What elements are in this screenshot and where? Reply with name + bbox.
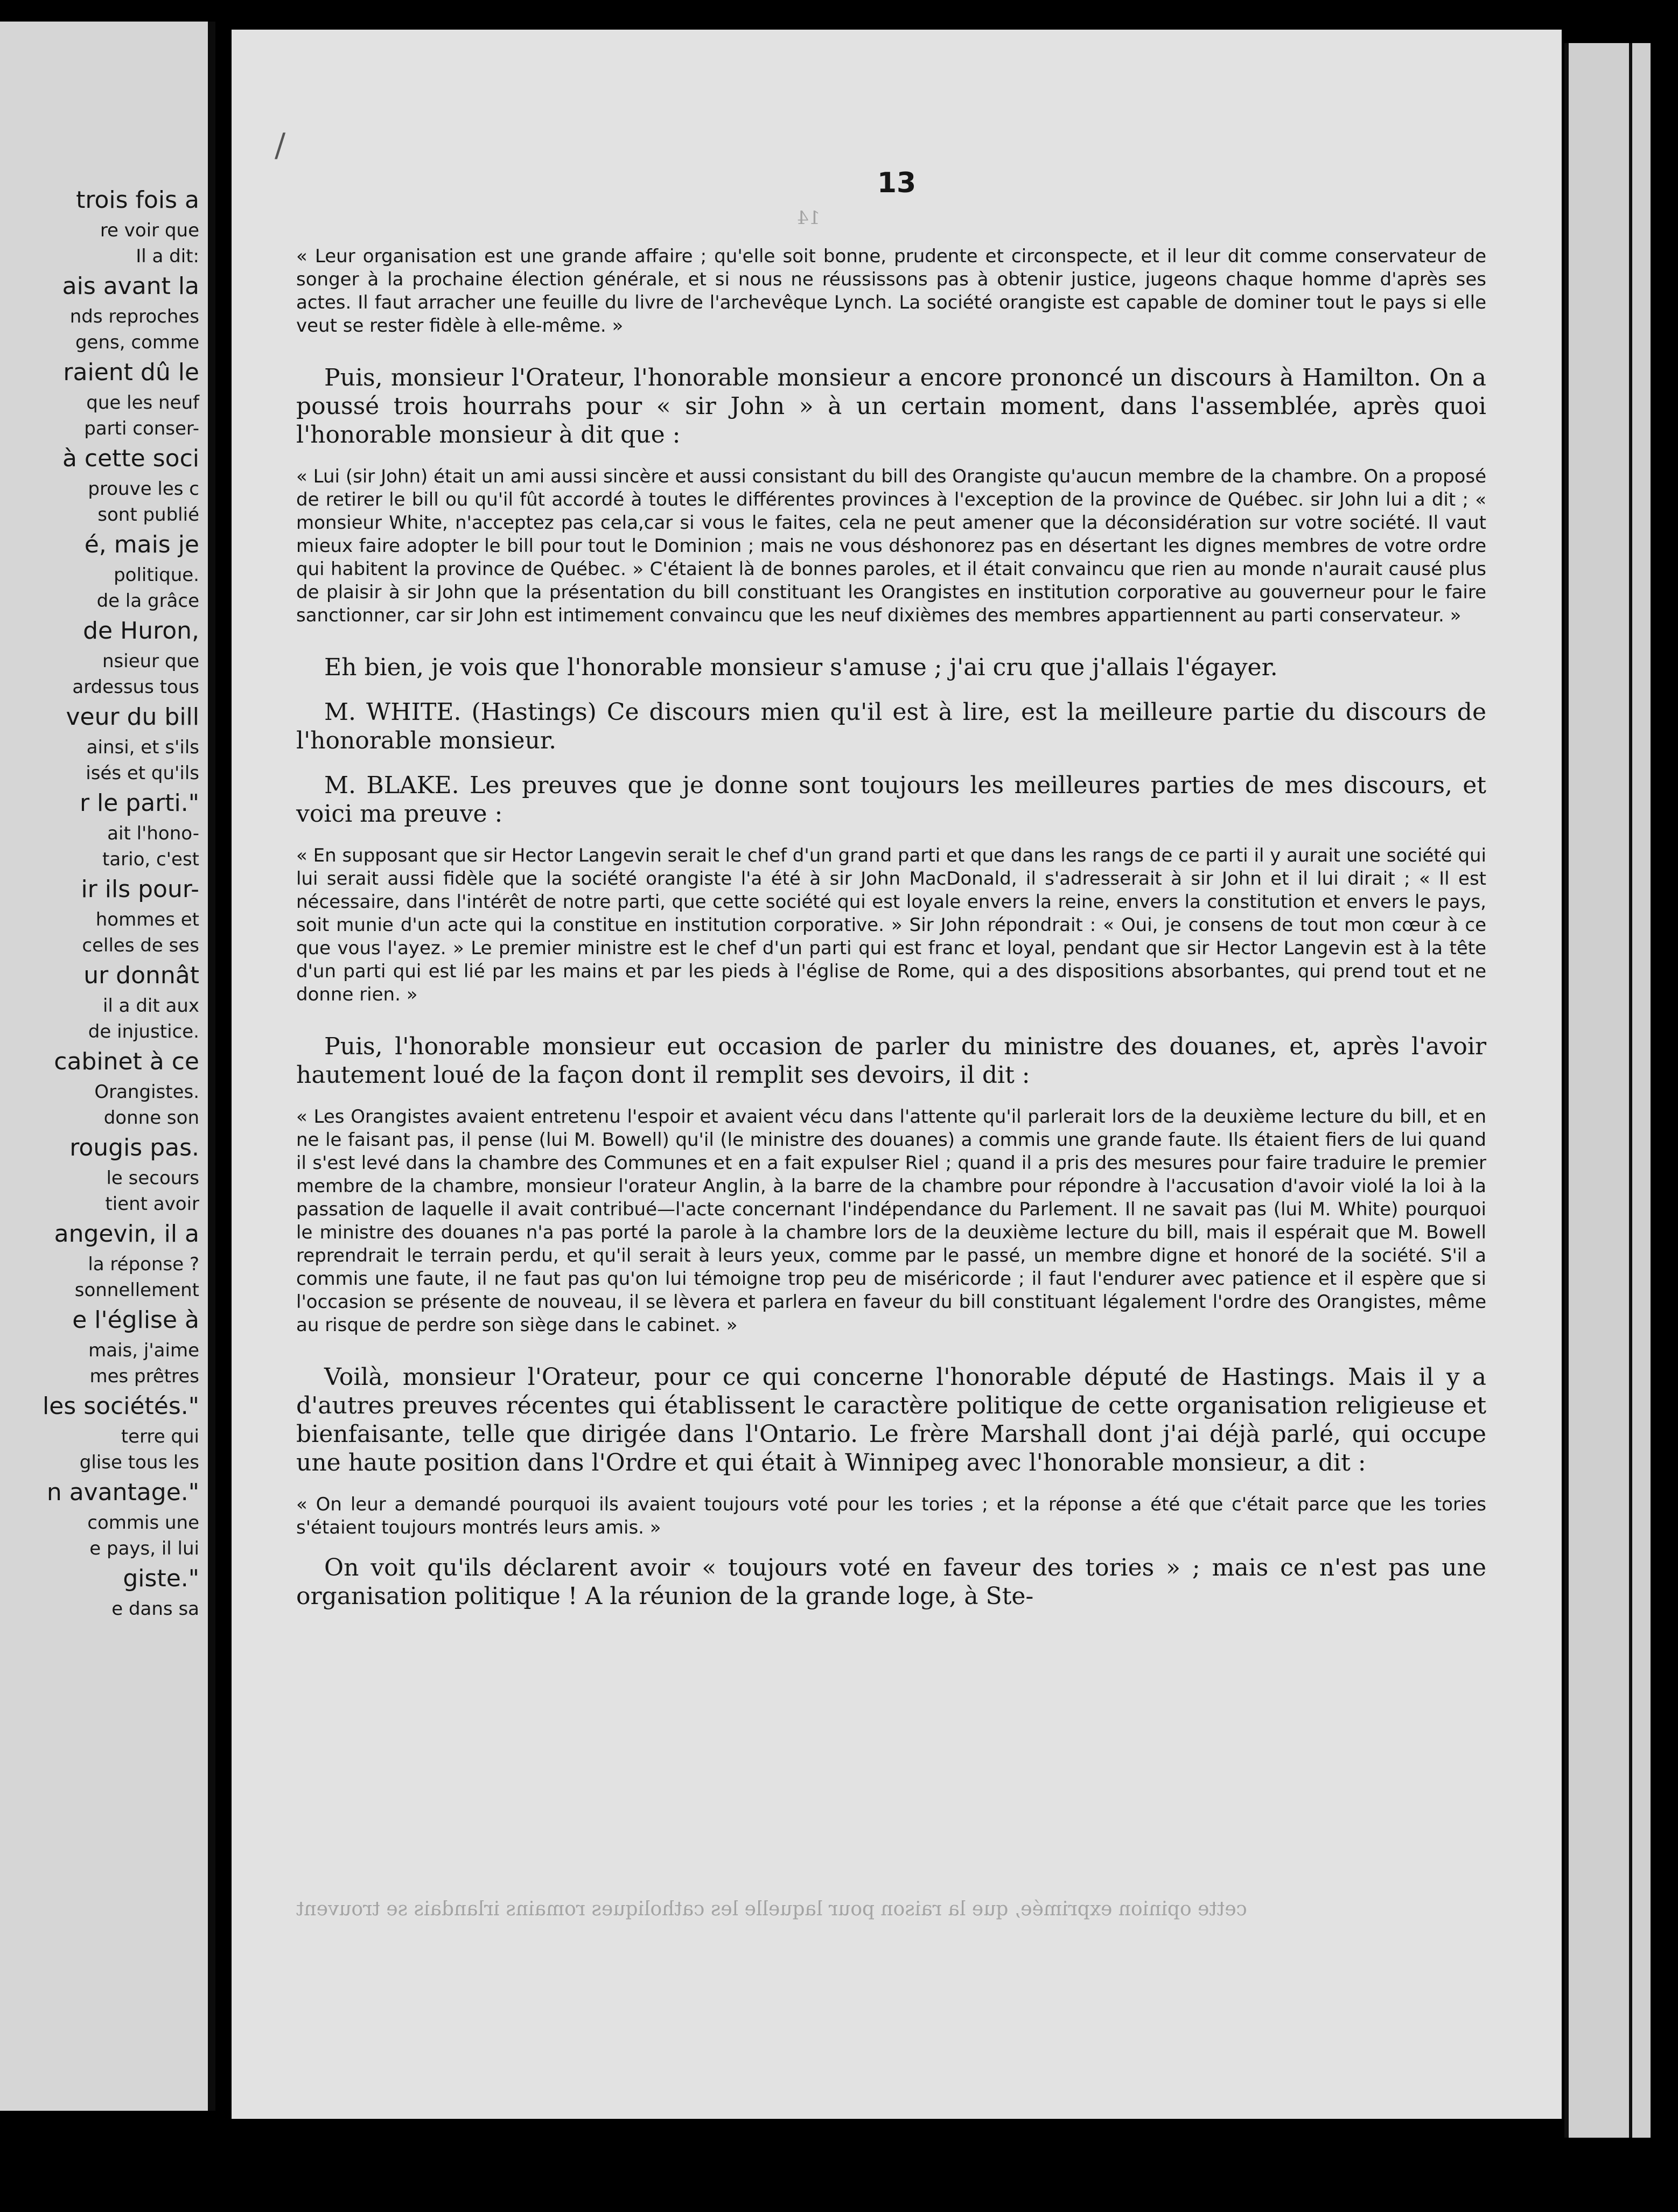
right-page-edge xyxy=(1564,43,1651,2138)
left-page-fragment: ir ils pour- xyxy=(81,876,199,903)
speaker-name: M. WHITE. (Hastings) xyxy=(324,698,597,726)
left-page-fragment: isés et qu'ils xyxy=(86,762,199,784)
speech-text: On voit qu'ils déclarent avoir « toujours voté en faveur des tories » ; mais ce n'est pas une organisation politique ! A la réunion de la grande loge, à Ste- xyxy=(296,1554,1486,1610)
left-page-fragment: le secours xyxy=(106,1167,199,1189)
left-page-fragment: cabinet à ce xyxy=(54,1048,199,1075)
quoted-passage: « On leur a demandé pourquoi ils avaient toujours voté pour les tories ; et la réponse a été que c'était parce que les tories s'étaient toujours montrés leurs amis. » xyxy=(296,1494,1486,1538)
speech-paragraph xyxy=(296,698,1486,755)
quoted-passage: « Lui (sir John) était un ami aussi sincère et aussi consistant du bill des Orangiste qu'aucun membre de la chambre. On a proposé de retirer le bill ou qu'il fût accordé à toutes le différentes provinces à l'exception de la province de Québec. sir John lui a dit ; « monsieur White, n'acceptez pas cela,car si vous le faites, cela ne peut amener que la déconsidération sur votre société. Il vaut mieux faire adopter le bill pour tout le Dominion ; mais ne vous déshonorez pas en désertant les dignes membres de votre ordre qui habitent la province de Québec. » C'étaient là de bonnes paroles, et il était convaincu que rien au monde n'aurait causé plus de plaisir à sir John que la présentation du bill constituant les Orangistes en institution corporative au gouverneur pour le faire sanctionner, car sir John est intimement convaincu que les neuf dixièmes des membres appartiennent au parti conservateur. » xyxy=(296,466,1486,626)
left-page-fragment: mes prêtres xyxy=(89,1366,199,1387)
left-page-fragment: hommes et xyxy=(95,909,199,930)
left-page-fragment: de injustice. xyxy=(88,1021,199,1042)
left-page-fragment: glise tous les xyxy=(79,1452,199,1473)
left-page-fragment: e l'église à xyxy=(72,1306,199,1334)
left-page-fragment: nds reproches xyxy=(69,306,199,327)
main-page xyxy=(232,30,1562,2119)
adjacent-left-page xyxy=(0,22,215,2111)
pencil-mark: / xyxy=(275,127,286,164)
left-page-fragment: gens, comme xyxy=(75,332,199,353)
left-page-fragment: Il a dit: xyxy=(136,246,199,267)
left-page-fragment: veur du bill xyxy=(66,703,199,731)
left-page-fragment: parti conser- xyxy=(84,418,199,439)
left-page-fragment: de Huron, xyxy=(83,617,199,645)
right-edge-line xyxy=(1629,43,1632,2138)
left-page-fragment: terre qui xyxy=(121,1426,199,1447)
left-page-fragment: angevin, il a xyxy=(54,1220,199,1248)
speech-text: Ce discours mien qu'il est à lire, est la meilleure partie du discours de l'honorable monsieur. xyxy=(296,698,1486,754)
left-page-fragment: celles de ses xyxy=(82,935,199,956)
left-page-fragment: tario, c'est xyxy=(102,849,199,870)
left-page-fragment: la réponse ? xyxy=(88,1254,199,1275)
quoted-passage: « Les Orangistes avaient entretenu l'espoir et avaient vécu dans l'attente qu'il parlerait lors de la deuxième lecture du bill, et en ne le faisant pas, il pense (lui M. Bowell) qu'il (le ministre des douanes) a commis une grande faute. Ils étaient fiers de lui quand il s'est levé dans la chambre des Communes et en a fait expulser Riel ; quand il a pris des mesures pour faire traduire le premier membre de la chambre, monsieur l'orateur Anglin, à la barre de la chambre pour répondre à l'accusation d'avoir violé la loi à la passation de laquelle il avait contribué—l'acte concernant l'indépendance du Parlement. Il ne savait pas (lui M. White) pourquoi le ministre des douanes n'a pas porté la parole à la chambre lors de la deuxième lecture du bill, mais il espérait que M. Bowell reprendrait le terrain perdu, et qu'il serait à leurs yeux, comme par le passé, un membre digne et honoré de la société. S'il a commis une faute, il ne faut pas qu'on lui témoigne trop peu de miséricorde ; il faut l'endurer avec patience et il espère que si l'occasion se présente de nouveau, il se lèvera et parlera en faveur du bill constituant légalement l'ordre des Orangistes, même au risque de perdre son siège dans le cabinet. » xyxy=(296,1106,1486,1336)
left-page-fragment: Orangistes. xyxy=(94,1081,199,1103)
left-page-fragment: giste." xyxy=(123,1565,199,1592)
left-page-fragment: e pays, il lui xyxy=(89,1538,199,1559)
page-number: 13 xyxy=(877,167,917,199)
speech-text: Puis, l'honorable monsieur eut occasion de parler du ministre des douanes, et, après l'avoir hautement loué de la façon dont il remplit ses devoirs, il dit : xyxy=(296,1033,1486,1089)
right-edge-shadow xyxy=(1564,43,1569,2138)
speech-paragraph xyxy=(296,653,1486,682)
speaker-name: M. BLAKE. xyxy=(324,772,459,799)
left-page-fragment: rougis pas. xyxy=(69,1134,199,1161)
speech-text: Eh bien, je vois que l'honorable monsieur s'amuse ; j'ai cru que j'allais l'égayer. xyxy=(324,654,1278,681)
speech-paragraph xyxy=(296,1553,1486,1611)
left-page-fragment: commis une xyxy=(87,1512,199,1534)
left-page-fragment: n avantage." xyxy=(46,1479,199,1506)
left-page-fragment: re voir que xyxy=(100,220,199,241)
left-page-fragment: nsieur que xyxy=(102,650,199,672)
left-page-fragment: ainsi, et s'ils xyxy=(86,737,199,758)
left-page-fragment: ais avant la xyxy=(62,272,199,300)
left-page-fragment: sont publié xyxy=(97,504,199,526)
left-page-fragment: prouve les c xyxy=(88,478,199,500)
left-page-fragment: ur donnât xyxy=(83,962,199,989)
left-page-fragment: é, mais je xyxy=(84,531,199,558)
bleed-through-page-number: 14 xyxy=(797,207,821,229)
left-page-fragment: tient avoir xyxy=(105,1193,199,1215)
page-gutter-shadow xyxy=(208,22,215,2111)
left-page-fragment: r le parti." xyxy=(79,789,199,817)
left-page-fragment: e dans sa xyxy=(111,1598,199,1620)
speech-paragraph xyxy=(296,363,1486,449)
speech-text: Les preuves que je donne sont toujours les meilleures parties de mes discours, et voici ma preuve : xyxy=(296,772,1486,828)
bleed-through-line: cette opinion exprimée, que la raison pour laquelle les catholiques romains irlandais se trouvent xyxy=(296,1898,1247,1920)
page-body xyxy=(296,245,1486,1627)
speech-text: Puis, monsieur l'Orateur, l'honorable monsieur a encore prononcé un discours à Hamilton. On a poussé trois hourrahs pour « sir John » à un certain moment, dans l'assemblée, après quoi l'honorable monsieur à dit que : xyxy=(296,364,1486,449)
left-page-fragment: ait l'hono- xyxy=(107,823,199,844)
left-page-fragment: les sociétés." xyxy=(42,1392,199,1420)
left-page-fragment: de la grâce xyxy=(96,590,199,612)
quoted-passage: « Leur organisation est une grande affaire ; qu'elle soit bonne, prudente et circonspecte, et il leur dit comme conservateur de songer à la prochaine élection générale, et si nous ne réussissons pas à obtenir justice, jugeons chaque homme d'après ses actes. Il faut arracher une feuille du livre de l'archevêque Lynch. La société orangiste est capable de dominer tout le pays si elle veut se rester fidèle à elle-même. » xyxy=(296,246,1486,337)
left-page-fragment: donne son xyxy=(103,1107,199,1129)
left-page-fragment: raient dû le xyxy=(63,359,199,386)
speech-text: Voilà, monsieur l'Orateur, pour ce qui concerne l'honorable député de Hastings. Mais il y a d'autres preuves récentes qui établissent le caractère politique de cette organisation religieuse et bienfaisante, telle que dirigée dans l'Ontario. Le frère Marshall dont j'ai déjà parlé, qui occupe une haute position dans l'Ordre et qui était à Winnipeg avec l'honorable monsieur, a dit : xyxy=(296,1363,1486,1476)
left-page-fragment: politique. xyxy=(114,564,199,586)
speech-paragraph xyxy=(296,1363,1486,1477)
left-page-fragment: sonnellement xyxy=(74,1279,199,1301)
left-page-fragment: que les neuf xyxy=(86,392,199,414)
left-page-text-fragments xyxy=(16,183,199,1622)
left-page-fragment: il a dit aux xyxy=(102,995,199,1017)
left-page-fragment: mais, j'aime xyxy=(88,1340,199,1361)
left-page-fragment: trois fois a xyxy=(76,186,199,214)
speech-paragraph xyxy=(296,771,1486,828)
speech-paragraph xyxy=(296,1032,1486,1089)
quoted-passage: « En supposant que sir Hector Langevin serait le chef d'un grand parti et que dans les rangs de ce parti il y aurait une société qui lui serait aussi fidèle que la société orangiste l'a été à sir John MacDonald, il s'adresserait à sir John et il lui dirait ; « Il est nécessaire, dans l'intérêt de notre parti, que cette société qui est loyale envers la reine, envers la constitution et envers le pays, soit munie d'un acte qui la constitue en institution corporative. » Sir John répondrait : « Oui, je consens de tout mon cœur à ce que vous l'ayez. » Le premier ministre est le chef d'un parti qui est franc et loyal, pendant que sir Hector Langevin est à la tête d'un parti qui est lié par les mains et par les pieds à l'église de Rome, qui a des dispositions absorbantes, qui prend tout et ne donne rien. » xyxy=(296,845,1486,1005)
left-page-fragment: ardessus tous xyxy=(72,676,199,698)
left-page-fragment: à cette soci xyxy=(62,445,199,472)
